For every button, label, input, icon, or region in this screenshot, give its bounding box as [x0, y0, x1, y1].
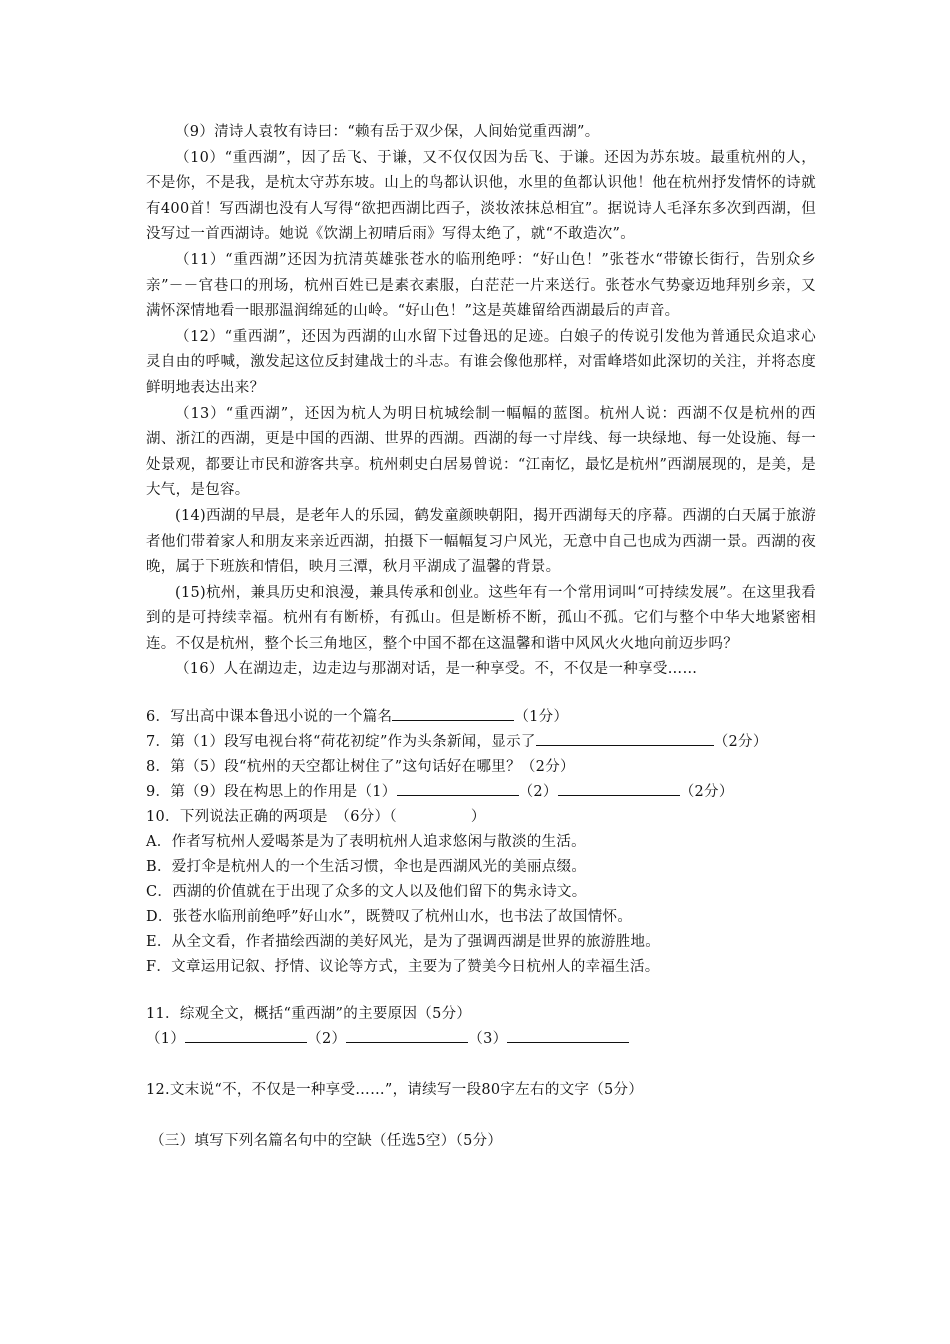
spacer — [146, 1052, 816, 1078]
paragraph-13: （13）“重西湖”，还因为杭人为明日杭城绘制一幅幅的蓝图。杭州人说：西湖不仅是杭州的西湖、浙江的西湖，更是中国的西湖、世界的西湖。西湖的每一寸岸线、每一块绿地、每一处设施、每一处景观，都要让市民和游客共享。杭州刺史白居易曾说：“江南忆，最忆是杭州”西湖展现的，是美，是大气，是包容。 — [146, 405, 816, 499]
question-11-answers — [146, 1027, 816, 1052]
question-12: 12.文末说“不，不仅是一种享受……”，请续写一段80字左右的文字（5分） — [146, 1082, 644, 1099]
paragraph-15: (15)杭州，兼具历史和浪漫，兼具传承和创业。这些年有一个常用词叫“可持续发展”。在这里我看到的是可持续幸福。杭州有有断桥，有孤山。但是断桥不断，孤山不孤。它们与整个中华大地紧密相连。不仅是杭州，整个长三角地区，整个中国不都在这温馨和谐中风风火火地向前迈步吗？ — [146, 584, 816, 652]
spacer — [146, 683, 816, 705]
paragraph-14: (14)西湖的早晨，是老年人的乐园，鹤发童颜映朝阳，揭开西湖每天的序幕。西湖的白天属于旅游者他们带着家人和朋友来亲近西湖，拍摄下一幅幅复习户风光，无意中自己也成为西湖一景。西湖的夜晚，属于下班族和情侣，映月三潭，秋月平湖成了温馨的背景。 — [146, 507, 816, 576]
answer-blank[interactable] — [397, 780, 519, 796]
question-9 — [146, 780, 816, 805]
question-7-text: 7．第（1）段写电视台将“荷花初绽”作为头条新闻，显示了 — [146, 734, 536, 751]
answer-blank[interactable] — [536, 730, 714, 746]
question-6-score: （1分） — [514, 709, 569, 726]
option-e: E．从全文看，作者描绘西湖的美好风光，是为了强调西湖是世界的旅游胜地。 — [146, 934, 661, 951]
answer-blank[interactable] — [558, 780, 680, 796]
option-c: C．西湖的价值就在于出现了众多的文人以及他们留下的隽永诗文。 — [146, 884, 587, 901]
question-11: 11．综观全文，概括“重西湖”的主要原因（5分） — [146, 1006, 472, 1023]
question-6-text: 6．写出高中课本鲁迅小说的一个篇名 — [146, 709, 393, 726]
question-9-text: 9．第（9）段在构思上的作用是（1） — [146, 784, 397, 801]
paragraph-12: （12）“重西湖”，还因为西湖的山水留下过鲁迅的足迹。白娘子的传说引发他为普通民众追求心灵自由的呼喊，激发起这位反封建战士的斗志。有谁会像他那样，对雷峰塔如此深切的关注，并将态度鲜明地表达出来？ — [146, 328, 816, 396]
option-d: D．张苍水临刑前绝呼”好山水”，既赞叹了杭州山水，也书法了故国情怀。 — [146, 909, 633, 926]
paragraph-16: （16）人在湖边走，边走边与那湖对话，是一种享受。不，不仅是一种享受…… — [175, 661, 698, 678]
question-6 — [146, 705, 816, 730]
paragraph-11: （11）“重西湖”还因为抗清英雄张苍水的临刑绝呼：“好山色！”张苍水“带镣长街行，告别众乡亲”－－官巷口的刑场，杭州百姓已是素衣素服，白茫茫一片来送行。张苍水气势豪迈地拜别乡亲，又满怀深情地看一眼那温润绵延的山岭。“好山色！”这是英雄留给西湖最后的声音。 — [146, 251, 816, 320]
paragraph-10: （10）“重西湖”，因了岳飞、于谦，又不仅仅因为岳飞、于谦。还因为苏东坡。最重杭州的人，不是你，不是我，是杭太守苏东坡。山上的鸟都认识他，水里的鱼都认识他！他在杭州抒发情怀的诗就有400首！写西湖也没有人写得“欲把西湖比西子，淡妆浓抹总相宜”。据说诗人毛泽东多次到西湖，但没写过一首西湖诗。她说《饮湖上初晴后雨》写得太绝了，就“不敢造次”。 — [146, 149, 816, 243]
question-9-score: （2分） — [679, 784, 734, 801]
question-10: 10．下列说法正确的两项是 （6分）（ ） — [146, 809, 486, 826]
option-f: F．文章运用记叙、抒情、议论等方式，主要为了赞美今日杭州人的幸福生活。 — [146, 959, 660, 976]
spacer — [146, 980, 816, 1002]
section-3-heading: （三）填写下列名篇名句中的空缺（任选5空）（5分） — [150, 1133, 503, 1150]
question-8: 8．第（5）段“杭州的天空都让树住了”这句话好在哪里？（2分） — [146, 759, 575, 776]
answer-blank[interactable] — [185, 1027, 307, 1043]
question-9-mid: （2） — [518, 784, 558, 801]
paragraph-9: （9）清诗人袁牧有诗曰：“赖有岳于双少保，人间始觉重西湖”。 — [175, 124, 600, 140]
question-7 — [146, 730, 816, 755]
answer-label-1: （1） — [146, 1031, 186, 1048]
option-a: A．作者写杭州人爱喝茶是为了表明杭州人追求悠闲与散淡的生活。 — [146, 834, 586, 851]
answer-label-3: （3） — [468, 1031, 508, 1048]
exam-page — [146, 120, 816, 1154]
answer-blank[interactable] — [507, 1027, 629, 1043]
spacer — [146, 1103, 816, 1129]
option-b: B．爱打伞是杭州人的一个生活习惯，伞也是西湖风光的美丽点缀。 — [146, 859, 587, 876]
question-7-score: （2分） — [713, 734, 768, 751]
answer-label-2: （2） — [307, 1031, 347, 1048]
answer-blank[interactable] — [392, 705, 514, 721]
answer-blank[interactable] — [346, 1027, 468, 1043]
